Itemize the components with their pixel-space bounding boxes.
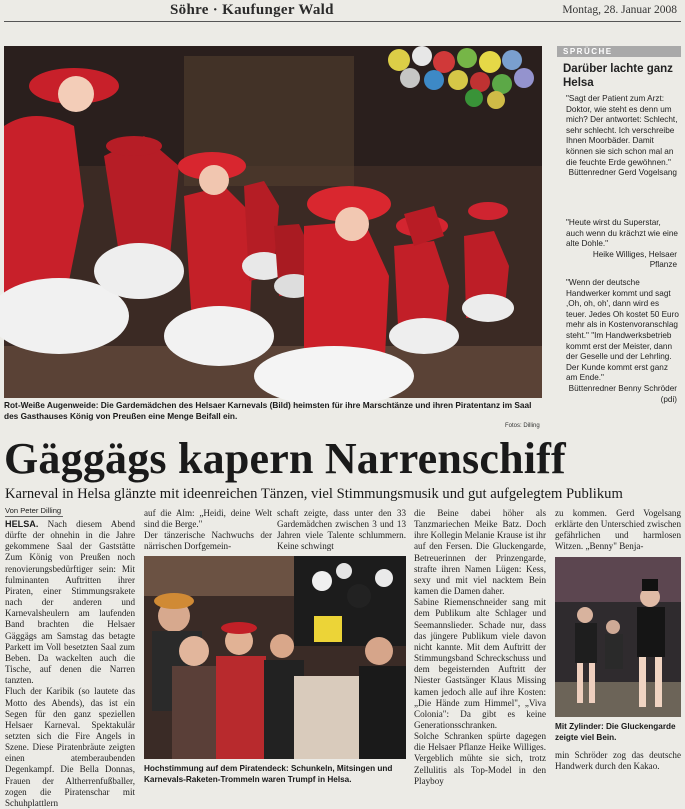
article-column-1: HELSA. Nach diesem Abend dürfte der ohnehin in die Jahre gekommene Saal der Gaststätte Zum König von Preußen noch renovierungsbedürftiger sein: Mit fulminanten Auftritten ihrer Piraten, einer Stimmungsrakete nach der anderen und Karnevalsheulern am laufenden Band brachten die Helsaer Gäggägs am Samstag das betagte Parkett im Voll besetzten Saal zum Beben. Da wackelten auch die Tische, auf denen die Narren tanzten. Fluch der Karibik (so lautete das Motto des Abends), das ist ein Segen für den ganz speziellen Helsaer Karneval. Spektakulär setzten sich die Fire Angels in Szene. Diese Piratenbräute zeigten einen atemberaubenden Degenkampf. Die Bella Donnas, Frauen der Altherrenfußballer, zogen die Piratenschar mit Schuhplattlern <box>5 519 135 808</box>
sidebar-quote <box>566 94 679 179</box>
quote-author: Büttenredner Benny Schröder (pdi) <box>568 383 677 404</box>
photo-pirate-deck <box>144 556 406 759</box>
quote-author: Büttenredner Gerd Vogelsang <box>568 168 677 178</box>
article-column-2: auf die Alm: „Heidi, deine Welt sind die Berge." Der tänzerische Nachwuchs der närrischen Dorfgemein- <box>144 508 272 552</box>
article-headline: Gäggägs kapern Narrenschiff <box>4 434 566 483</box>
photo3-caption: Mit Zylinder: Die Gluckengarde zeigte viel Bein. <box>555 722 676 742</box>
photo2-caption: Hochstimmung auf dem Piratendeck: Schunkeln, Mitsingen und Karnevals-Raketen-Trommeln waren Trumpf in Helsa. <box>144 764 393 784</box>
quote-text: "Heute wirst du Superstar, auch wenn du krächzt wie eine alte Dohle." <box>566 218 678 249</box>
article-column-5-end: min Schröder zog das deutsche Handwerk durch den Kakao. <box>555 750 681 772</box>
quote-text: "Sagt der Patient zum Arzt: Doktor, wie steht es denn um mich? Der antwortet: Schlecht, sehr schlecht. Ich verschreibe Ihnen Moorbäder. Damit können sie sich schon mal an die feuchte Erde gewöhnen." <box>566 94 678 167</box>
section-title: Söhre · Kaufunger Wald <box>170 2 334 18</box>
quote-text: "Wenn der deutsche Handwerker kommt und sagt ,Oh, oh, oh', dann wird es teuer. Jedes Oh kostet 50 Euro mehr als in Kostenvoranschlag steht." "Im Handwerksbetrieb kommt erst der Meister, dann der Geselle und der Lehrling. Der Kunde kommt erst ganz am Ende." <box>566 278 679 383</box>
article-column-5: zu kommen. Gerd Vogelsang erklärte den Unterschied zwischen gefährlichen und harmlosen Witzen. „Benny" Benja- <box>555 508 681 552</box>
issue-date: Montag, 28. Januar 2008 <box>562 4 677 16</box>
article-subhead: Karneval in Helsa glänzte mit ideenreichen Tänzen, viel Stimmungsmusik und gut aufgelegtem Publikum <box>5 486 623 502</box>
sidebar-quote <box>566 218 679 271</box>
main-photo-carnival-dancers <box>4 46 542 398</box>
photo-gluckengarde <box>555 557 681 717</box>
header-rule <box>4 21 681 22</box>
sidebar-headline: Darüber lachte ganz Helsa <box>563 63 673 89</box>
byline: Von Peter Dilling <box>5 506 62 515</box>
main-photo-caption: Rot-Weiße Augenweide: Die Gardemädchen des Helsaer Karnevals (Bild) heimsten für ihre Marschtänze und ihren Piratentanz im Saal des Gasthauses König von Preußen eine Menge Beifall ein. <box>4 400 532 421</box>
sidebar-quote <box>566 278 679 405</box>
byline-rule <box>5 516 63 517</box>
dateline: HELSA. <box>5 519 39 529</box>
article-column-3: schaft zeigte, dass unter den 33 Gardemädchen zwischen 3 und 13 Jahren viele Talente schlummern. Keine schwingt <box>277 508 406 552</box>
photo-credit: Fotos: Dilling <box>505 423 540 429</box>
quote-author: Heike Williges, Helsaer Pflanze <box>592 249 677 270</box>
article-column-4: die Beine dabei höher als Tanzmariechen Meike Batz. Doch ihre Kollegin Melanie Krause ist ihr auf den Fersen. Die Gluckengarde, Betreuerinnen der Prinzengarde, strafte ihren Namen Lügen: Kess, sexy und mit viel nacktem Bein kamen die Damen daher. Sabine Riemenschneider sang mit dem Publikum alte Schlager und Seemannslieder. Schade nur, dass das jüngere Publikum viele davon nicht kannte. Mit dem Auftritt der Stimmungsband Schreckschuss und dem begeisternden Auftritt der Niester Gastsänger Klaus Missing kamen jedoch alle auf ihre Kosten: „Die Hände zum Himmel", „Viva Colonia": Da gibt es keine Generationsschranken. Solche Schranken spürte dagegen die Helsaer Pflanze Heike Williges. Vergeblich mühte sie sich, trotz Zellulitis als Top-Model in den Playboy <box>414 508 546 786</box>
sidebar-kicker: SPRÜCHE <box>557 46 681 57</box>
